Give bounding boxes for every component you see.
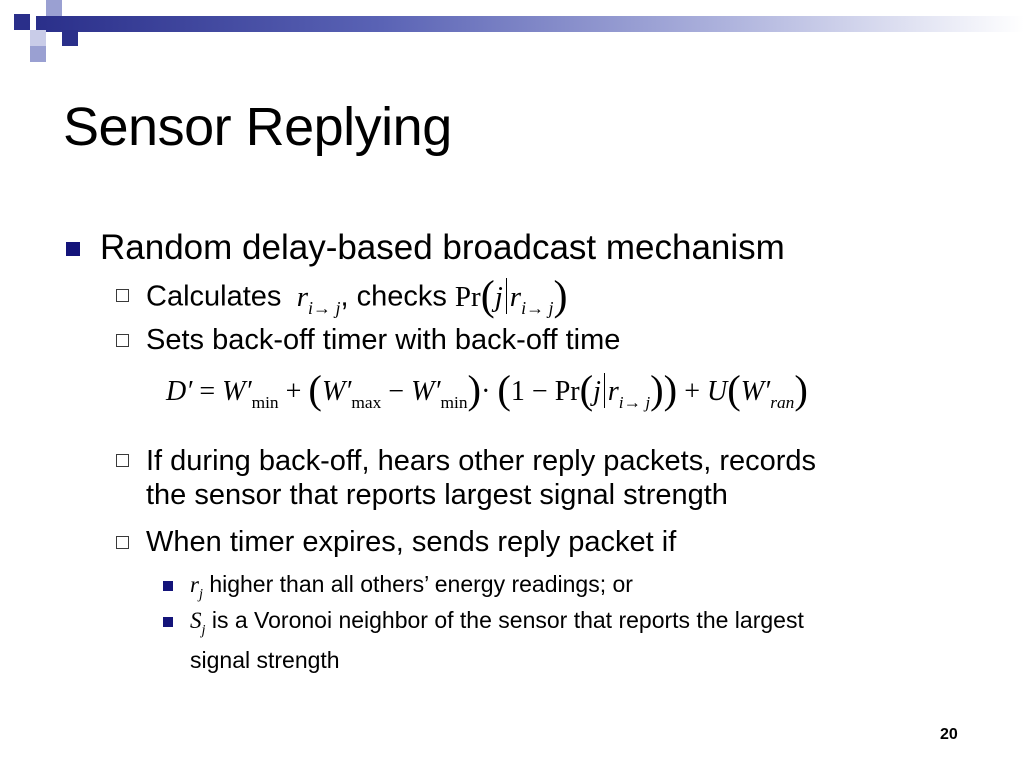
bullet-square-icon [163,581,173,591]
slide-title: Sensor Replying [63,97,452,157]
hollow-square-icon [116,454,129,467]
hollow-square-icon [116,289,129,302]
during-line-1: If during back-off, hears other reply packets, records [146,445,817,477]
bullet-main: Random delay-based broadcast mechanism [100,228,785,267]
condition-2-line-2: signal strength [190,647,340,674]
header-decoration [0,0,1024,70]
bullet-backoff: Sets back-off timer with back-off time [146,324,621,356]
decor-square [46,0,62,16]
calculates-label: Calculates [146,280,282,313]
decor-square [62,30,78,46]
decor-square [30,30,46,46]
checks-label: , checks [340,280,447,313]
bullet-during-backoff [146,444,816,512]
formula-s-j: $S_j$ [190,608,206,639]
formula-pr-j-given-r: Pr(j $r_{i\to j}$) [454,272,568,319]
condition-2-line-1: is a Voronoi neighbor of the sensor that reports the largest [211,607,804,633]
bullet-calculates [146,272,568,325]
bullet-square-icon [66,242,80,256]
bullet-timer-expires: When timer expires, sends reply packet if [146,526,677,558]
bullet-square-icon [163,617,173,627]
hollow-square-icon [116,536,129,549]
page-number: 20 [940,726,958,743]
hollow-square-icon [116,334,129,347]
during-line-2: the sensor that reports largest signal strength [146,479,728,511]
formula-r-i-j: $r_{i\to j}$ [289,280,341,318]
decor-square [14,14,30,30]
backoff-equation: $D' = W'_{min} + (W'_{max} - W'_{min})\cdot (1 - Pr(j$ $r_{i\to j})) + U(W'_{ran})$ [166,367,808,413]
header-gradient-bar [36,16,1024,32]
formula-r-j: $r_j$ [190,572,203,603]
bullet-condition-1 [190,569,633,609]
bullet-condition-2 [190,605,804,675]
condition-1-text: higher than all others’ energy readings; or [209,571,633,597]
decor-square [30,46,46,62]
